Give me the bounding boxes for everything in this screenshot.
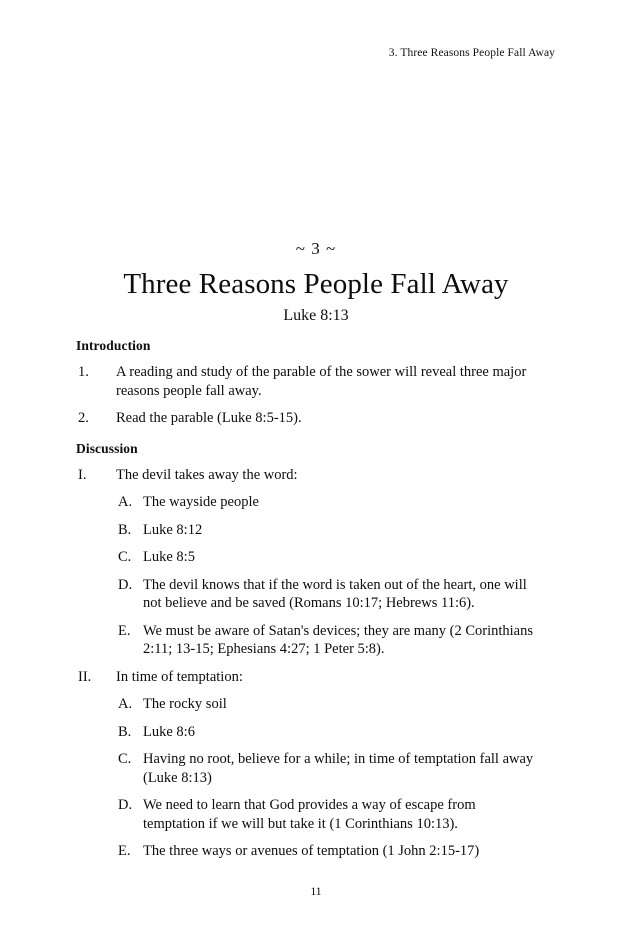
document-body xyxy=(76,337,538,870)
list-item-text: The three ways or avenues of temptation (1 John 2:15-17) xyxy=(143,843,480,859)
list-item xyxy=(76,622,538,659)
list-item xyxy=(76,521,538,540)
list-item-text: In time of temptation: xyxy=(116,668,243,685)
list-item-marker: D. xyxy=(118,797,133,813)
list-item-marker: E. xyxy=(118,622,131,639)
list-item xyxy=(76,409,538,428)
list-item xyxy=(76,576,538,613)
list-item-marker: C. xyxy=(118,751,132,767)
list-item xyxy=(76,796,538,833)
list-item xyxy=(76,723,538,742)
list-item-marker: A. xyxy=(118,494,133,510)
list-item-text: We need to learn that God provides a way of escape from temptation if we will but take it (1 Corinthians 10:13). xyxy=(143,797,476,832)
list-item-text: Having no root, believe for a while; in time of temptation fall away (Luke 8:13) xyxy=(143,751,534,786)
list-item xyxy=(76,750,538,787)
list-item-text: The wayside people xyxy=(143,494,259,510)
chapter-marker: ~ 3 ~ xyxy=(295,239,337,258)
list-item-marker: II. xyxy=(78,668,92,685)
list-item-marker: B. xyxy=(118,723,132,740)
list-item-text: Luke 8:5 xyxy=(143,549,195,565)
list-item-text: A reading and study of the parable of the sower will reveal three major reasons people fall away. xyxy=(116,364,527,399)
list-item xyxy=(76,548,538,567)
list-item xyxy=(76,842,538,861)
list-item-text: The devil takes away the word: xyxy=(116,466,298,483)
list-item-marker: 1. xyxy=(78,364,89,380)
list-item xyxy=(76,493,538,512)
chapter-title-block xyxy=(0,238,632,327)
list-item xyxy=(76,466,538,485)
chapter-subtitle-scripture: Luke 8:13 xyxy=(283,307,349,324)
list-item-marker: A. xyxy=(118,696,133,712)
list-item-text: Read the parable (Luke 8:5-15). xyxy=(116,410,302,426)
page-number: 11 xyxy=(310,886,322,898)
list-item-text: Luke 8:12 xyxy=(143,521,203,538)
page-title: Three Reasons People Fall Away xyxy=(123,268,509,300)
list-item-text: We must be aware of Satan's devices; they are many (2 Corinthians 2:11; 13-15; Ephesians 4:27; 1 Peter 5:8). xyxy=(143,622,534,657)
list-item-marker: B. xyxy=(118,521,132,538)
list-item-text: Luke 8:6 xyxy=(143,723,195,740)
list-item xyxy=(76,695,538,714)
list-item-text: The rocky soil xyxy=(143,696,227,712)
list-item-marker: D. xyxy=(118,576,133,593)
list-item xyxy=(76,668,538,687)
running-head: 3. Three Reasons People Fall Away xyxy=(388,47,555,59)
list-item-marker: E. xyxy=(118,843,131,859)
section-heading: Introduction xyxy=(76,338,151,353)
list-item-marker: C. xyxy=(118,549,132,565)
list-item-text: The devil knows that if the word is taken out of the heart, one will not believe and be saved (Romans 10:17; Hebrews 11:6). xyxy=(143,576,527,611)
list-item-marker: 2. xyxy=(78,410,89,426)
list-item-marker: I. xyxy=(78,466,87,483)
list-item xyxy=(76,363,538,400)
section-heading: Discussion xyxy=(76,440,138,456)
